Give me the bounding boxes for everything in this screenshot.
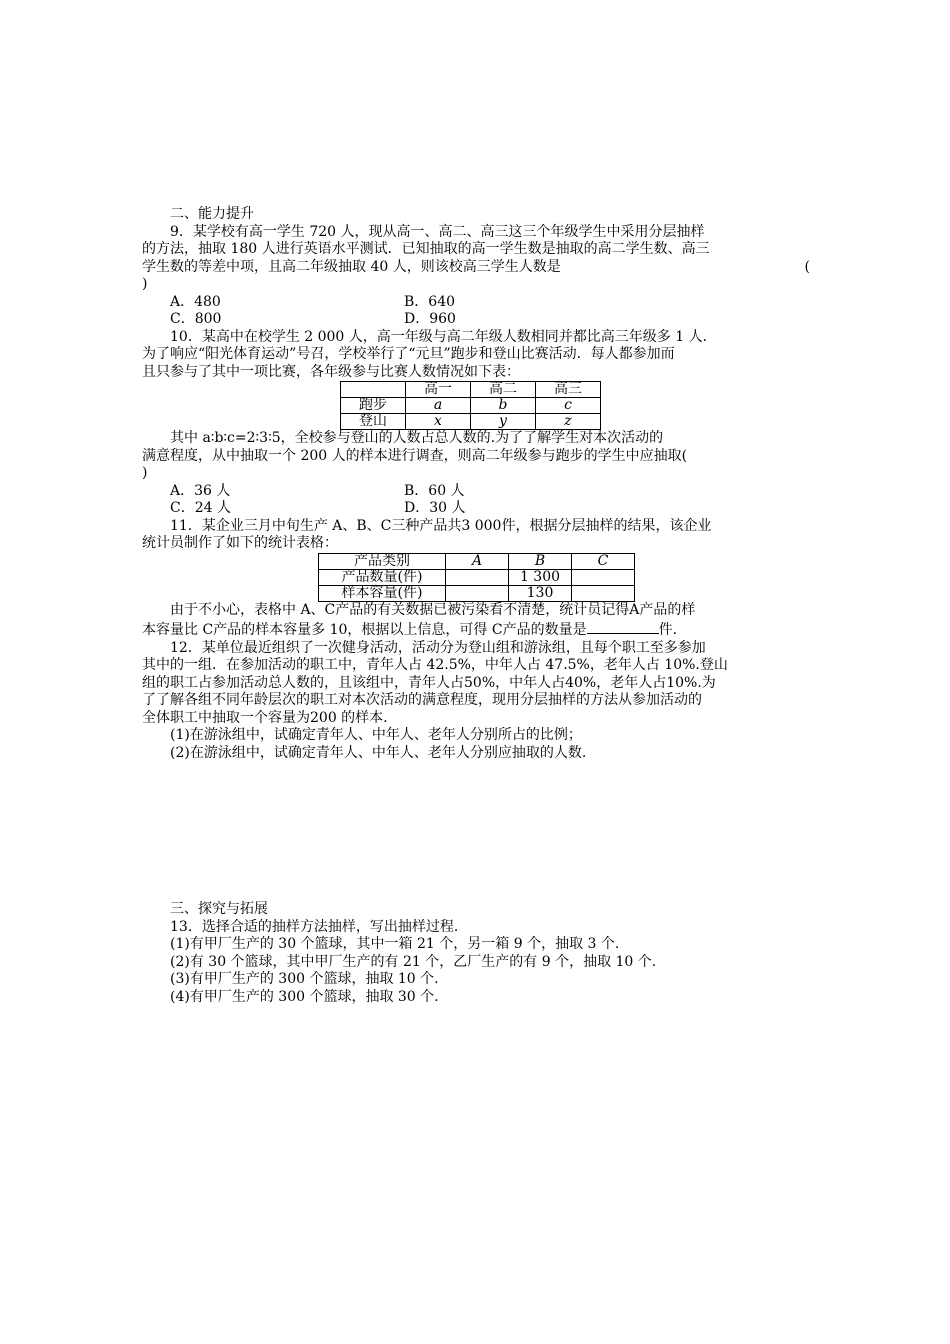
q11-line-2: 统计员制作了如下的统计表格： [142,535,338,551]
q9-paren-close: ) [142,276,148,292]
answer-space [142,762,810,901]
q9-option-a: A．480 [170,293,221,310]
q9-options-row-1 [142,294,810,312]
table-row [319,553,635,569]
q11-after-1: 由于不小心，表格中 A、C产品的有关数据已被污染看不清楚，统计员记得A产品的样 [170,601,696,618]
table-row [341,414,601,430]
q10-line-1: 10．某高中在校学生 2 000 人，高一年级与高二年级人数相同并都比高三年级多 1 人． [170,328,717,345]
q9-option-b: B．640 [404,293,456,310]
table-cell [536,414,601,430]
q12-line-5: 全体职工中抽取一个容量为200 的样本. [142,709,388,726]
q9-line-1: 9．某学校有高一学生 720 人，现从高一、高二、高三这三个年级学生中采用分层抽样 [170,223,705,240]
q10-options-row-2 [142,500,810,518]
q12-line-2: 其中的一组．在参加活动的职工中，青年人占 42.5%，中年人占 47.5%，老年人占 10%.登山 [142,657,728,673]
q12-line-1: 12．某单位最近组织了一次健身活动，活动分为登山组和游泳组，且每个职工至多参加 [170,639,706,656]
var-c: c [564,397,572,413]
table-cell: 登山 [341,414,406,430]
table-cell [446,569,509,585]
col-a: A [471,552,483,569]
table-cell: 样本容量(件) [319,585,446,601]
section-2-title: 二、能力提升 [170,206,254,222]
var-x: x [434,413,442,429]
col-b: B [534,552,546,569]
table-cell [471,398,536,414]
var-a: a [433,397,443,413]
table-cell [446,553,509,569]
q11-after-2 [142,619,810,640]
q13-item-4: (4)有甲厂生产的 300 个篮球，抽取 30 个. [170,988,439,1005]
q10-line-3: 且只参与了其中一项比赛，各年级参与比赛人数情况如下表： [142,363,520,380]
q10-option-d: D．30 人 [404,500,466,516]
q9-option-c: C．800 [170,311,222,327]
table-row [319,585,635,601]
q10-after-2: 满意程度，从中抽取一个 200 人的样本进行调查，则高二年级参与跑步的学生中应抽取( [142,447,688,464]
q10-option-c: C．24 人 [170,500,231,516]
q10-line-2: 为了响应“阳光体育运动”号召，学校举行了“元旦”跑步和登山比赛活动．每人都参加而 [142,346,675,362]
q13-item-3: (3)有甲厂生产的 300 个篮球，抽取 10 个. [170,971,439,987]
q11-line-1: 11．某企业三月中旬生产 A、B、C三种产品共3 000件，根据分层抽样的结果，该企业 [170,517,712,534]
table-cell: 130 [509,585,572,601]
q10-option-b: B．60 人 [404,482,465,499]
table-row [341,382,601,398]
table-cell: 高三 [536,382,601,398]
var-z: z [564,413,572,429]
table-cell [446,585,509,601]
table-cell: 产品类别 [319,553,446,569]
q9-options-row-2 [142,311,810,329]
table-cell [341,382,406,398]
var-y: y [499,413,507,429]
q12-line-4: 了了解各组不同年龄层次的职工对本次活动的满意程度，现用分层抽样的方法从参加活动的 [142,692,702,708]
section-3-title: 三、探究与拓展 [170,901,268,917]
table-row [319,569,635,585]
table-cell: 高一 [406,382,471,398]
table-cell [536,398,601,414]
table-cell [406,398,471,414]
table-cell: 高二 [471,382,536,398]
q9-paren-open: ( [804,258,810,275]
q9-line-3-text: 学生数的等差中项，且高二年级抽取 40 人，则该校高三学生人数是 [142,258,561,275]
table-cell: 跑步 [341,398,406,414]
q12-line-3: 组的职工占参加活动总人数的，且该组中，青年人占50%，中年人占40%，老年人占10%.为 [142,674,716,691]
q13-item-1: (1)有甲厂生产的 30 个篮球，其中一箱 21 个，另一箱 9 个，抽取 3 个. [170,936,620,952]
table-cell [572,553,635,569]
var-b: b [498,397,508,413]
table-cell: 产品数量(件) [319,569,446,585]
q9-line-2: 的方法，抽取 180 人进行英语水平测试．已知抽取的高一学生数是抽取的高二学生数、高三 [142,241,710,257]
table-cell [471,414,536,430]
q12-sub-2: (2)在游泳组中，试确定青年人、中年人、老年人分别应抽取的人数. [170,744,587,761]
document-page [142,206,810,1006]
q13-stem: 13．选择合适的抽样方法抽样，写出抽样过程． [170,918,468,935]
q11-after-2-unit: 件. [658,622,678,638]
table-cell [572,585,635,601]
q12-sub-1: (1)在游泳组中，试确定青年人、中年人、老年人分别所占的比例； [170,727,582,743]
q13-item-2: (2)有 30 个篮球，其中甲厂生产的有 21 个，乙厂生产的有 9 个，抽取 10 个. [170,953,657,970]
q10-table [340,381,601,430]
table-cell [406,414,471,430]
answer-blank[interactable] [587,619,659,634]
q10-paren-close: ) [142,465,148,481]
col-c: C [597,552,609,569]
q10-options-row-1 [142,483,810,501]
q10-option-a: A．36 人 [170,482,231,499]
q11-after-2-text: 本容量比 C产品的样本容量多 10，根据以上信息，可得 C产品的数量是 [142,622,587,638]
table-cell: 1 300 [509,569,572,585]
q10-after-1: 其中 a∶b∶c=2∶3∶5，全校参与登山的人数占总人数的.为了了解学生对本次活动的 [170,430,664,446]
q11-table [318,553,635,602]
table-cell [509,553,572,569]
q9-option-d: D．960 [404,311,456,327]
table-row [341,398,601,414]
table-cell [572,569,635,585]
q9-line-3 [142,259,810,277]
